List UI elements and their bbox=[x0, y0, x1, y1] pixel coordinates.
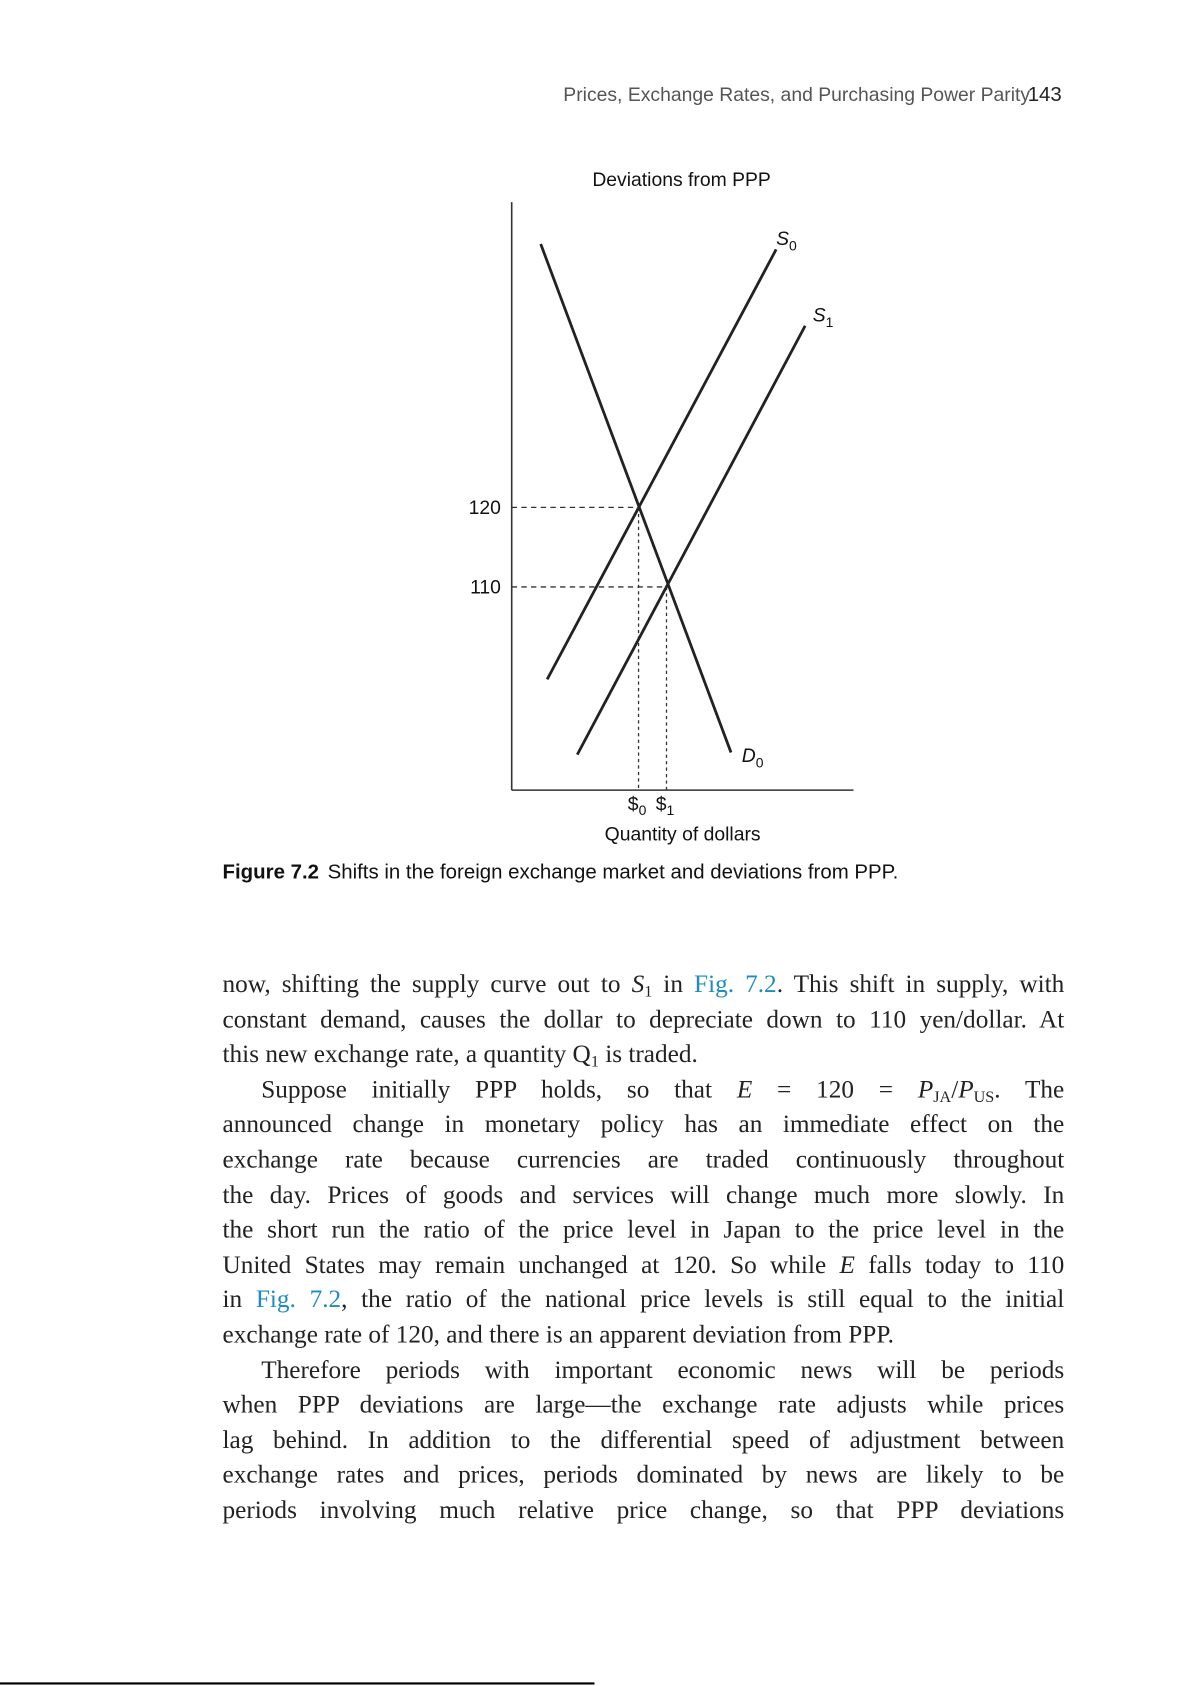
text-run: this new exchange rate, a quantity Q bbox=[222, 1040, 591, 1069]
caption-text: Shifts in the foreign exchange market and deviations from PPP. bbox=[327, 861, 899, 884]
text-line bbox=[223, 1073, 1065, 1108]
text-run: falls today to 110 bbox=[854, 1251, 1065, 1279]
text-run: the short run the ratio of the price level in Japan to the price level in the bbox=[222, 1215, 1065, 1244]
text-line bbox=[223, 1318, 1065, 1353]
text-run: exchange rates and prices, periods dominated by news are likely to be bbox=[222, 1461, 1065, 1490]
text-run: / bbox=[951, 1075, 959, 1104]
text-line bbox=[223, 1213, 1065, 1248]
text-run: = 120 = bbox=[752, 1075, 918, 1104]
supply-curve-s1 bbox=[577, 326, 805, 755]
text-line bbox=[223, 1108, 1065, 1143]
text-run: in bbox=[652, 970, 695, 999]
text-line bbox=[223, 1248, 1065, 1283]
figure-link[interactable]: Fig. 7.2 bbox=[694, 970, 777, 999]
italic-symbol: P bbox=[958, 1075, 974, 1104]
text-line bbox=[223, 1353, 1065, 1388]
caption-label: Figure 7.2 bbox=[222, 861, 320, 884]
text-line bbox=[223, 1493, 1065, 1528]
text-run: constant demand, causes the dollar to depreciate down to 110 yen/dollar. At bbox=[222, 1005, 1065, 1034]
text-run: the day. Prices of goods and services will change much more slowly. In bbox=[222, 1180, 1065, 1209]
label-d0: $D_0$ bbox=[741, 745, 764, 771]
x-axis-label: Quantity of dollars bbox=[604, 823, 761, 846]
y-tick-110: 110 bbox=[470, 576, 501, 599]
x-label-q0: $\$_0$ bbox=[627, 793, 647, 818]
text-run: announced change in monetary policy has an immediate effect on the bbox=[222, 1110, 1065, 1139]
italic-symbol: P bbox=[917, 1075, 934, 1104]
label-s1: $S_1$ bbox=[812, 304, 834, 330]
text-run: Therefore periods with important economic news will be periods bbox=[261, 1356, 1065, 1385]
x-label-q1: $\$_1$ bbox=[655, 793, 675, 818]
figure-caption bbox=[223, 861, 899, 885]
text-run: Suppose initially PPP holds, so that bbox=[261, 1075, 737, 1104]
text-run: lag behind. In addition to the differential speed of adjustment between bbox=[222, 1426, 1065, 1455]
text-run: in bbox=[222, 1286, 256, 1315]
text-run: United States may remain unchanged at 120. So while bbox=[222, 1251, 840, 1279]
y-tick-120: 120 bbox=[468, 496, 501, 519]
figure-title: Deviations from PPP bbox=[592, 168, 771, 191]
text-run: periods involving much relative price change, so that PPP deviations bbox=[222, 1496, 1065, 1525]
demand-curve-d0 bbox=[541, 244, 731, 752]
text-line bbox=[223, 1003, 1065, 1038]
text-line bbox=[223, 1283, 1065, 1318]
text-run: is traded. bbox=[598, 1040, 698, 1069]
text-run: exchange rate because currencies are traded continuously throughout bbox=[222, 1145, 1065, 1174]
text-line bbox=[223, 1178, 1065, 1213]
text-line bbox=[223, 1388, 1065, 1423]
text-line bbox=[223, 1038, 1065, 1073]
text-line bbox=[223, 968, 1065, 1003]
supply-curve-s0 bbox=[547, 249, 776, 679]
text-line bbox=[223, 1458, 1065, 1493]
label-s0: $S_0$ bbox=[776, 228, 797, 254]
text-run: , the ratio of the national price levels is still equal to the initial bbox=[341, 1286, 1065, 1315]
subscript: JA bbox=[933, 1088, 952, 1106]
footer-rule bbox=[0, 1682, 594, 1684]
italic-symbol: E bbox=[839, 1251, 855, 1279]
text-line bbox=[223, 1423, 1065, 1458]
subscript: 1 bbox=[644, 983, 653, 1001]
running-head: Prices, Exchange Rates, and Purchasing Power Parity bbox=[563, 83, 1031, 106]
text-run: now, shifting the supply curve out to bbox=[222, 970, 632, 999]
subscript: US bbox=[973, 1088, 995, 1106]
text-run: . This shift in supply, with bbox=[776, 970, 1065, 999]
page-number: 143 bbox=[1027, 83, 1062, 107]
subscript: 1 bbox=[590, 1053, 599, 1071]
italic-symbol: E bbox=[736, 1075, 753, 1104]
figure-link[interactable]: Fig. 7.2 bbox=[255, 1286, 342, 1315]
text-run: . The bbox=[994, 1075, 1065, 1104]
text-line bbox=[223, 1143, 1065, 1178]
text-run: exchange rate of 120, and there is an apparent deviation from PPP. bbox=[222, 1321, 894, 1350]
text-run: when PPP deviations are large—the exchange rate adjusts while prices bbox=[222, 1391, 1065, 1420]
italic-symbol: S bbox=[631, 970, 645, 999]
body-text bbox=[223, 968, 1065, 1529]
